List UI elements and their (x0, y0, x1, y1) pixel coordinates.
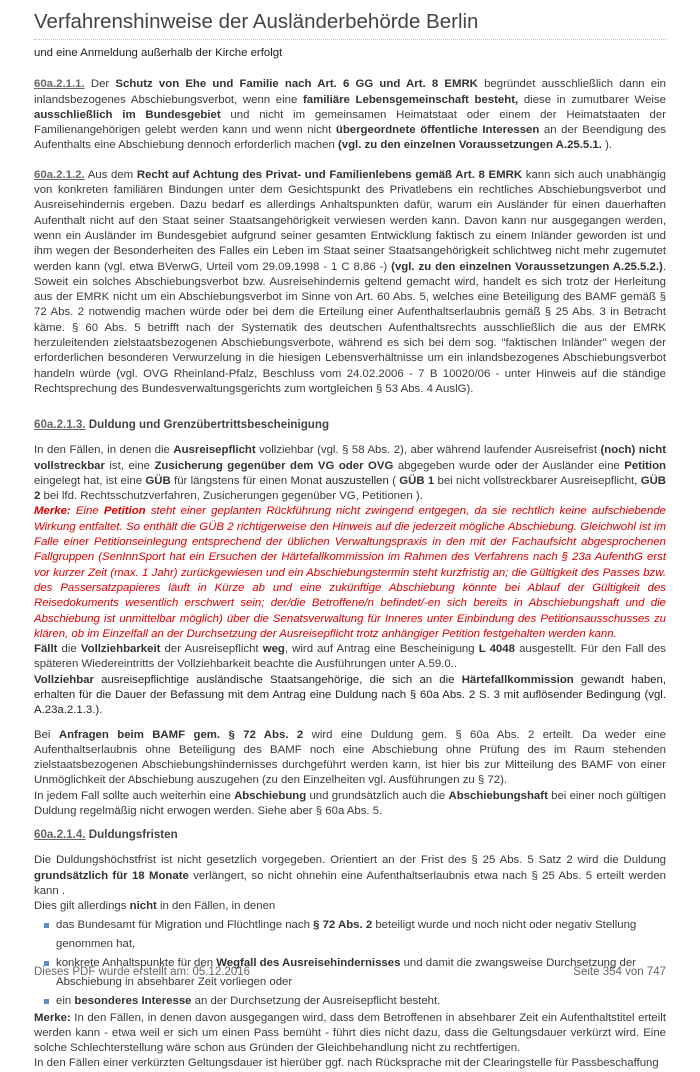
paragraph-vollziehbarkeit: Fällt die Vollziehbarkeit der Ausreisepflicht weg, wird auf Antrag eine Bescheinigung L 4048 ausgestellt. Für den Fall des späteren Wiedereintritts der Vollziehbarkeit beachte die Ausführungen unter A.59.0.. (34, 643, 666, 671)
page-footer (34, 966, 666, 978)
intro-line: und eine Anmeldung außerhalb der Kirche erfolgt (34, 47, 283, 59)
exceptions-list (34, 916, 666, 1011)
section-number: 60a.2.1.1. (34, 78, 85, 91)
paragraph-haertefall: Vollziehbar ausreisepflichtige ausländische Staatsangehörige, die sich an die Härtefallkommission gewandt haben, erhalten für die Dauer der Befassung mit dem Antrag eine Duldung nach § 60a Abs. 2 S. 3 mit auflösender Bedingung (vgl. A.23a.2.1.3.). (34, 673, 667, 717)
section-60a-2-1-2: 60a.2.1.2. Aus dem Recht auf Achtung des Privat- und Familienlebens gemäß Art. 8 EMRK kann sich auch unabhängig von konkreten familiären Bindungen unter dem Gesichtspunkt des Privatlebens ein rechtliches Abschiebungsverbot und Ausreisehindernis ergeben. Dazu bedarf es allerdings Anhaltspunkten dafür, warum ein Ausländer für einen dauerhaften Aufenthalt nicht auf den Staat seiner Staatsangehörigkeit verwiesen werden kann. Davon kann nur ausgegangen werden, wenn ein Ausländer im Bundesgebiet aufgrund seiner gesamten Entwicklung faktisch zu einem Inländer geworden ist und ihm wegen der Besonderheiten des Falles ein Leben im Staat seiner Staatsangehörigkeit schlichtweg nicht mehr zugemutet werden kann (vgl. etwa BVerwG, Urteil vom 29.09.1998 - 1 C 8.86 -) (vgl. zu den einzelnen Voraussetzungen A.25.5.2.). Soweit ein solches Abschiebungsverbot bzw. Ausreisehindernis geltend gemacht wird, handelt es sich trotz der Herleitung aus der EMRK nicht um ein Abschiebungsverbot im Sinne von Art. 60 Abs. 5, welches eine Beteiligung des BAMF gemäß § 72 Abs. 2 notwendig machen würde oder bei dem die Erteilung einer Aufenthaltserlaubnis gemäß § 25 Abs. 3 in Betracht käme. § 60 Abs. 5 betrifft nach der Systematik des deutschen Aufenthaltsrechts ausschließlich die aus der EMRK herzuleitenden zielstaatsbezogenen Abschiebungsverbote, während es sich bei dem sog. "faktischen Inländer" wegen der erforderlichen besonderen Verwurzelung in die hiesigen Lebensverhältnisse um ein inlandsbezogenes Abschiebungsverbot handeln würde (vgl. OVG Rheinland-Pfalz, Beschluss vom 24.02.2006 - 7 B 10020/06 - unter Hinweis auf die ständige Rechtsprechung des Bundesverwaltungsgerichts zum wortgleichen § 53 Abs. 4 AuslG). (34, 168, 666, 395)
paragraph-gueb: In den Fällen, in denen die Ausreisepflicht vollziehbar (vgl. § 58 Abs. 2), aber während laufender Ausreisefrist (noch) nicht vollstreckbar ist, eine Zusicherung gegenüber dem VG oder OVG abgegeben wurde oder der Ausländer eine Petition eingelegt hat, ist eine GÜB für längstens für einen Monat auszustellen ( GÜB 1 bei nicht vollstreckbarer Ausreisepflicht, GÜB 2 bei lfd. Rechtsschutzverfahren, Zusicherungen gegenüber VG, Petitionen ). (34, 444, 667, 503)
document-page (34, 8, 666, 1072)
list-item: das Bundesamt für Migration und Flüchtlinge nach § 72 Abs. 2 beteiligt wurde und noch nicht oder negativ Stellung genommen hat, (44, 916, 666, 954)
section-heading-60a-2-1-3: 60a.2.1.3. Duldung und Grenzübertrittsbescheinigung (34, 418, 330, 432)
paragraph-ausnahmen: Dies gilt allerdings nicht in den Fällen, in denen (34, 900, 276, 913)
footer-created-date: Dieses PDF wurde erstellt am: 05.12.2016 (34, 966, 251, 978)
merke-geltungsdauer-note: Merke: In den Fällen, in denen davon ausgegangen wird, dass dem Betroffenen in absehbarer Zeit ein Aufenthaltstitel erteilt werden kann - etwa weil er sich um einen Pass bemüht - führt dies nicht dazu, dass die Geltungsdauer verkürzt wird. Eine solche Schlechterstellung wäre schon aus Gründen der Gleichbehandlung nicht zu rechtfertigen. (34, 1011, 666, 1055)
page-header-title: Verfahrenshinweise der Ausländerbehörde Berlin (34, 8, 666, 40)
section-number: 60a.2.1.2. (34, 168, 85, 181)
merke-petition-note: Merke: Eine Petition steht einer geplanten Rückführung nicht zwingend entgegen, da sie rechtlich keine aufschiebende Wirkung entfaltet. So enthält die GÜB 2 richtigerweise den Hinweis auf die jederzeit mögliche Abschiebung. Gleichwohl ist im Falle einer Petitionseinlegung entsprechend der üblichen Verwaltungspraxis in den mit der Fachaufsicht abgesprochenen Fallgruppen (SenInnSport hat ein Ersuchen der Härtefallkommission im Rahmen des Verfahrens nach § 23a AufenthG erst vor kurzer Zeit (max. 1 Jahr) zurückgewiesen und ein Abschiebungstermin steht kurzfristig an; die Gültigkeit des Passes bzw. des Passersatzpapieres läuft in Kürze ab und eine zukünftige Abschiebung könnte bei Ablauf der Gültigkeit des Reisedokuments wesentlich erschwert sein; der/die Betroffene/n befindet/-en sich bereits in Abschiebungshaft und die Abschiebung ist unmittelbar möglich) über die Senatsverwaltung für Inneres unter Einbindung des Petitionsausschusses zu klären, ob im Einzelfall an der Durchsetzung der Ausreisepflicht trotz anhängiger Petition festgehalten werden kann. (34, 505, 666, 640)
list-item: konkrete Anhaltspunkte für den Wegfall des Ausreisehindernisses und damit die zwangsweise Durchsetzung der Abschiebung in absehbarer Zeit vorliegen oder (44, 954, 666, 992)
paragraph-clearingstelle: In den Fällen einer verkürzten Geltungsdauer ist hierüber ggf. nach Rücksprache mit der Clearingstelle für Passbeschaffung (34, 1057, 659, 1070)
list-item: ein besonderes Interesse an der Durchsetzung der Ausreisepflicht besteht. (44, 992, 666, 1011)
footer-page-number: Seite 354 von 747 (573, 966, 666, 978)
paragraph-abschiebung: In jedem Fall sollte auch weiterhin eine Abschiebung und grundsätzlich auch die Abschiebungshaft bei einer noch gültigen Duldung regelmäßig nicht erwogen werden. Siehe aber § 60a Abs. 5. (34, 789, 666, 818)
section-60a-2-1-1: 60a.2.1.1. Der Schutz von Ehe und Familie nach Art. 6 GG und Art. 8 EMRK begründet ausschließlich dann ein inlandsbezogenes Abschiebungsverbot, wenn eine familiäre Lebensgemeinschaft besteht, diese in zumutbarer Weise ausschließlich im Bundesgebiet und nicht im gemeinsamen Heimatstaat oder einem der Heimatstaaten der Familienangehörigen gelebt werden kann und wenn nicht übergeordnete öffentliche Interessen an der Beendigung des Aufenthalts eine Abschiebung dennoch erforderlich machen (vgl. zu den einzelnen Voraussetzungen A.25.5.1. ). (34, 78, 666, 152)
section-heading-60a-2-1-4: 60a.2.1.4. Duldungsfristen (34, 828, 178, 842)
paragraph-duldungsfrist: Die Duldungshöchstfrist ist nicht gesetzlich vorgegeben. Orientiert an der Frist des § 25 Abs. 5 Satz 2 wird die Duldung grundsätzlich für 18 Monate verlängert, so nicht ohnehin eine Aufenthaltserlaubnis etwa nach § 25 Abs. 5 erteilt werden kann . (34, 854, 666, 897)
paragraph-bamf: Bei Anfragen beim BAMF gem. § 72 Abs. 2 wird eine Duldung gem. § 60a Abs. 2 erteilt. Da weder eine Aufenthaltserlaubnis ohne Beteiligung des BAMF noch eine Abschiebung ohne Prüfung des im Raum stehenden zielstaatsbezogenen Abschiebungshindernisses durchgeführt werden kann, ist hier bis zur Mitteilung des BAMF von einer Unmöglichkeit der Abschiebung auszugehen (zu den Einzelheiten vgl. Ausführungen zu § 72). (34, 728, 666, 787)
